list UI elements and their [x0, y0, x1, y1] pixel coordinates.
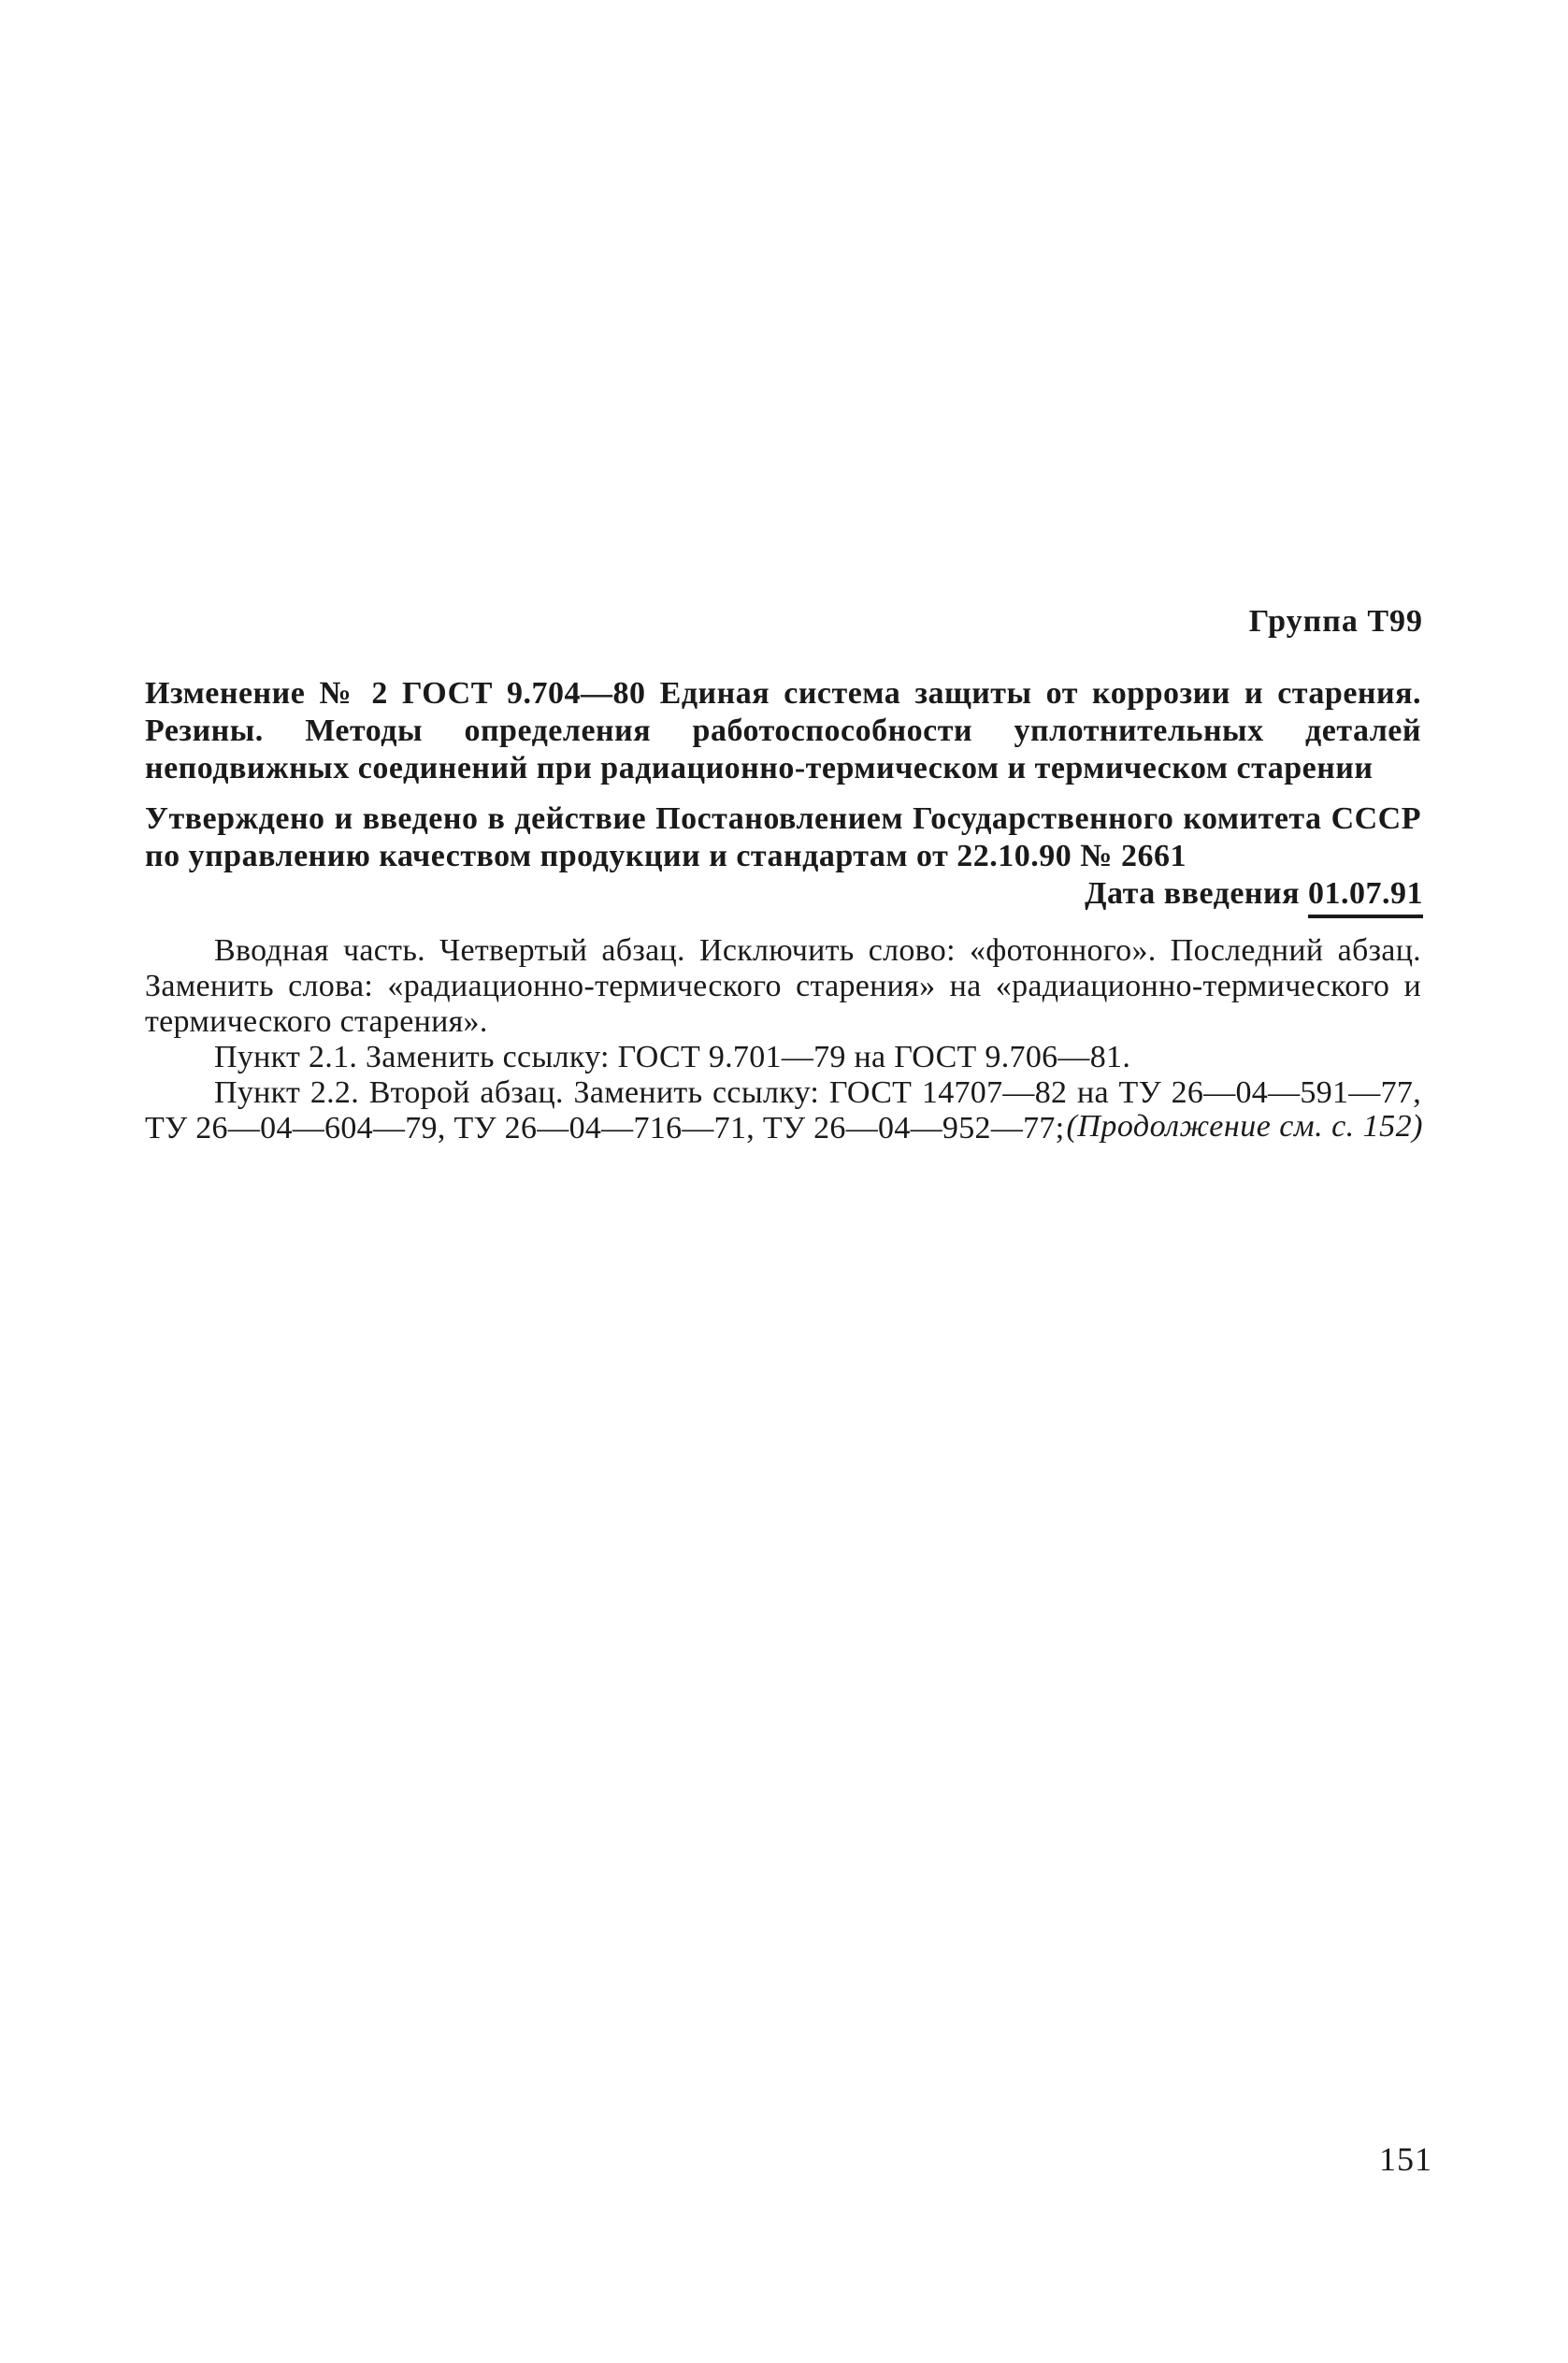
body-paragraph: Вводная часть. Четвертый абзац. Исключить слово: «фотонного». Последний абзац. Заменить слова: «радиационно-термического старения» на «радиационно-термического и термического старения».	[145, 933, 1421, 1039]
body-paragraph: Пункт 2.2. Второй абзац. Заменить ссылку: ГОСТ 14707—82 на ТУ 26—04—591—77, ТУ 26—04—604—79, ТУ 26—04—716—71, ТУ 26—04—952—77;	[145, 1075, 1421, 1145]
amendment-title: Изменение № 2 ГОСТ 9.704—80 Единая система защиты от коррозии и старения. Резины. Методы определения работоспособности уплотнительных деталей неподвижных соединений при радиационно-термическом и термическом старении	[145, 676, 1421, 785]
body-paragraph: Пункт 2.1. Заменить ссылку: ГОСТ 9.701—79 на ГОСТ 9.706—81.	[214, 1040, 1131, 1074]
introduction-date-label: Дата введения	[1085, 876, 1300, 911]
continuation-note: (Продолжение см. с. 152)	[1066, 1109, 1423, 1144]
page-number: 151	[1379, 2140, 1432, 2178]
introduction-date	[1085, 875, 1423, 918]
approval-statement: Утверждено и введено в действие Постановлением Государственного комитета СССР по управлению качеством продукции и стандартам от 22.10.90 № 2661	[145, 801, 1421, 873]
introduction-date-value: 01.07.91	[1308, 875, 1423, 918]
group-label: Группа Т99	[1248, 604, 1423, 639]
